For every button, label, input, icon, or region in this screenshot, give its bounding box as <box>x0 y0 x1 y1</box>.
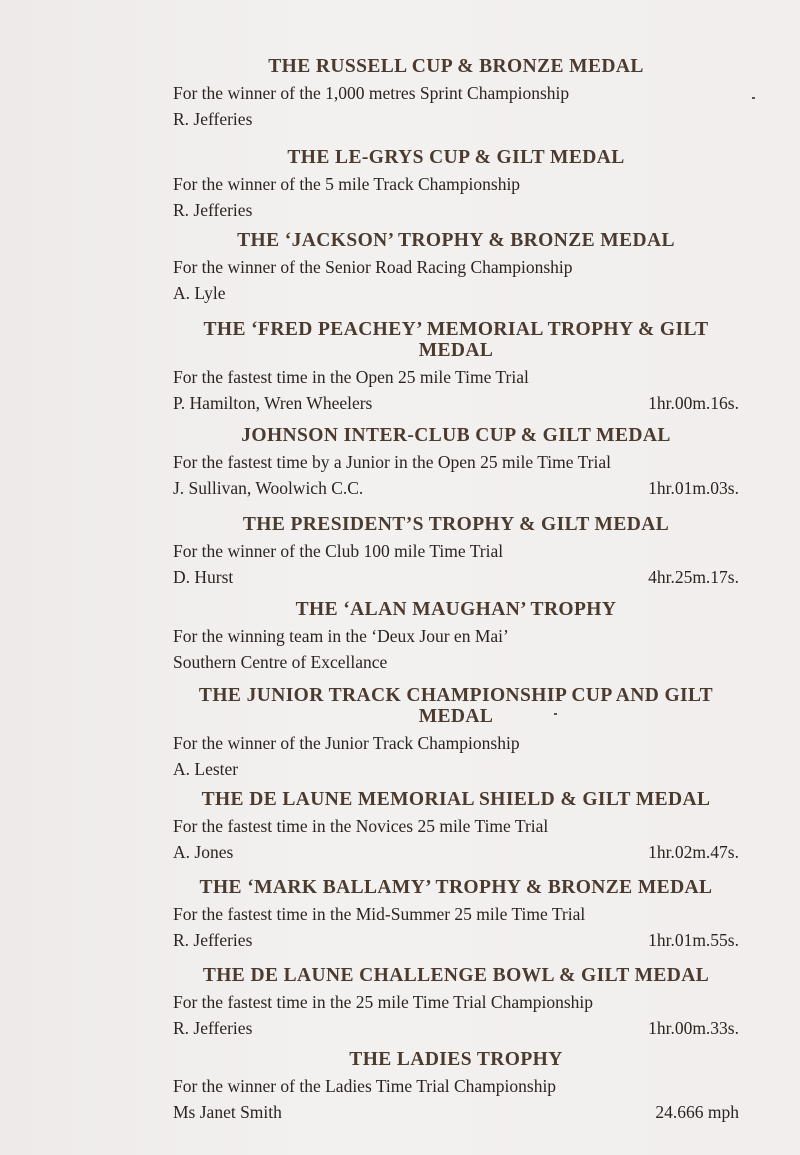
award-result: 1hr.02m.47s. <box>648 842 739 862</box>
award-title: THE ‘FRED PEACHEY’ MEMORIAL TROPHY & GILT MEDAL <box>203 319 709 361</box>
award-description: For the winner of the 1,000 metres Sprint Championship <box>173 83 570 103</box>
award-winner-row <box>173 478 739 499</box>
award-winner-row <box>173 200 739 221</box>
award-title: THE LADIES TROPHY <box>349 1049 563 1070</box>
award-description: For the fastest time in the Novices 25 mile Time Trial <box>173 816 549 836</box>
award-winner: D. Hurst <box>173 567 234 587</box>
speck <box>752 97 755 99</box>
award-winner-row <box>173 930 739 951</box>
award-title: THE DE LAUNE CHALLENGE BOWL & GILT MEDAL <box>202 965 710 986</box>
award-description: For the fastest time in the Open 25 mile Time Trial <box>173 367 529 387</box>
award-entry <box>173 965 739 1039</box>
award-title: THE LE-GRYS CUP & GILT MEDAL <box>287 147 625 168</box>
award-entry <box>173 230 739 304</box>
award-description: For the winner of the Senior Road Racing Championship <box>173 257 573 277</box>
award-entry <box>173 425 739 499</box>
award-entry <box>173 319 739 414</box>
award-description: For the winner of the Junior Track Championship <box>173 733 520 753</box>
award-winner: R. Jefferies <box>173 930 253 950</box>
award-title: JOHNSON INTER-CLUB CUP & GILT MEDAL <box>241 425 671 446</box>
award-winner-row <box>173 283 739 304</box>
award-title: THE PRESIDENT’S TROPHY & GILT MEDAL <box>242 514 670 535</box>
award-winner-row <box>173 567 739 588</box>
award-entry <box>173 877 739 951</box>
award-winner: P. Hamilton, Wren Wheelers <box>173 393 373 413</box>
award-result: 4hr.25m.17s. <box>648 567 739 587</box>
award-result: 24.666 mph <box>655 1102 739 1122</box>
award-description: For the fastest time in the 25 mile Time Trial Championship <box>173 992 594 1012</box>
award-description: For the winner of the Ladies Time Trial Championship <box>173 1076 557 1096</box>
award-title: THE JUNIOR TRACK CHAMPIONSHIP CUP AND GILT MEDAL <box>198 685 714 727</box>
award-entry <box>173 789 739 863</box>
award-winner-row <box>173 393 739 414</box>
award-winner-row <box>173 1018 739 1039</box>
award-entry <box>173 56 739 130</box>
award-entry <box>173 147 739 221</box>
award-result: 1hr.01m.55s. <box>648 930 739 950</box>
award-description: For the winner of the Club 100 mile Time Trial <box>173 541 504 561</box>
award-winner-row <box>173 759 739 780</box>
award-title: THE ‘ALAN MAUGHAN’ TROPHY <box>295 599 617 620</box>
award-winner-row <box>173 109 739 130</box>
award-winner: J. Sullivan, Woolwich C.C. <box>173 478 364 498</box>
award-entry <box>173 514 739 588</box>
award-description: For the fastest time in the Mid-Summer 25 mile Time Trial <box>173 904 586 924</box>
award-winner: A. Jones <box>173 842 234 862</box>
award-result: 1hr.00m.16s. <box>648 393 739 413</box>
award-entry <box>173 599 739 673</box>
award-title: THE ‘MARK BALLAMY’ TROPHY & BRONZE MEDAL <box>199 877 713 898</box>
award-winner-row <box>173 1102 739 1123</box>
award-winner: A. Lyle <box>173 283 226 303</box>
award-title: THE DE LAUNE MEMORIAL SHIELD & GILT MEDAL <box>201 789 711 810</box>
award-winner: A. Lester <box>173 759 239 779</box>
award-winner: R. Jefferies <box>173 109 253 129</box>
award-description: For the fastest time by a Junior in the Open 25 mile Time Trial <box>173 452 611 472</box>
award-title: THE RUSSELL CUP & BRONZE MEDAL <box>268 56 644 77</box>
award-winner: Southern Centre of Excellance <box>173 652 388 672</box>
award-winner: Ms Janet Smith <box>173 1102 282 1122</box>
award-entry <box>173 1049 739 1123</box>
award-winner: R. Jefferies <box>173 200 253 220</box>
award-winner-row <box>173 842 739 863</box>
award-entry <box>173 685 739 780</box>
award-winner-row <box>173 652 739 673</box>
award-result: 1hr.01m.03s. <box>648 478 739 498</box>
award-title: THE ‘JACKSON’ TROPHY & BRONZE MEDAL <box>237 230 675 251</box>
award-description: For the winning team in the ‘Deux Jour en Mai’ <box>173 626 509 646</box>
award-result: 1hr.00m.33s. <box>648 1018 739 1038</box>
award-description: For the winner of the 5 mile Track Championship <box>173 174 521 194</box>
award-winner: R. Jefferies <box>173 1018 253 1038</box>
